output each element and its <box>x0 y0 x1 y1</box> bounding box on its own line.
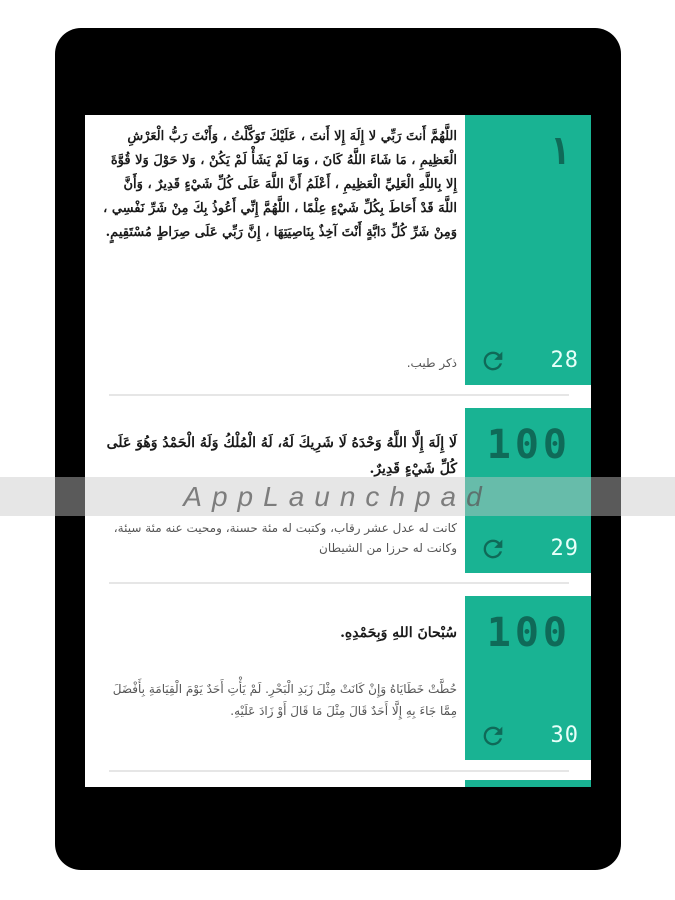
virtue-text: ذكر طيب. <box>406 356 457 370</box>
zikr-number: 28 <box>550 348 579 373</box>
watermark-text: AppLaunchpad <box>183 481 492 512</box>
zikr-card <box>85 596 591 774</box>
count-display: 100 <box>486 610 571 656</box>
card-divider <box>109 394 569 396</box>
counter-button[interactable] <box>465 596 591 760</box>
counter-button[interactable] <box>465 115 591 385</box>
card-divider <box>109 582 569 584</box>
virtue-text: حُطَّتْ خَطَايَاهُ وَإِنْ كَانَتْ مِثْلَ زَبَدِ الْبَحْرِ. لَمْ يَأْتِ أَحَدٌ يَوْمَ الْقِيَامَةِ بِأَفْضَلَ مِمَّا جَاءَ بِهِ إِلَّا أَحَدٌ قَالَ مِثْلَ مَا قَالَ أَوْ زَادَ عَلَيْهِ. <box>112 682 457 718</box>
zikr-card <box>85 115 591 395</box>
reset-icon[interactable] <box>479 722 507 750</box>
zikr-number: 29 <box>550 536 579 561</box>
watermark-band <box>0 477 675 516</box>
virtue-text: كانت له عدل عشر رقاب، وكتبت له مئة حسنة، ومحيت عنه مئة سيئة، وكانت له حرزا من الشيطان <box>113 521 457 555</box>
zikr-text: لَا إِلَهَ إِلَّا اللَّهُ وَحْدَهُ لَا شَرِيكَ لَهُ، لَهُ الْمُلْكُ وَلَهُ الْحَمْدُ وَهُوَ عَلَى كُلِّ شَيْءٍ قَدِيرٌ. <box>106 435 457 477</box>
zikr-text: اللَّهُمَّ أَنتَ رَبِّي لا إِلَهَ إِلا أَنتَ ، عَلَيْكَ تَوَكَّلْتُ ، وَأَنْتَ رَبُّ الْعَرْشِ الْعَظِيمِ ، مَا شَاءَ اللَّهُ كَانَ ، وَمَا لَمْ يَشَأْ لَمْ يَكُنْ ، وَلا حَوْلَ وَلا قُوَّةَ إِلا بِاللَّهِ الْعَلِيِّ الْعَظِيمِ ، أَعْلَمُ أَنَّ اللَّهَ عَلَى كُلِّ شَيْءٍ قَدِيرٌ ، وَأَنَّ اللَّهَ قَدْ أَحَاطَ بِكُلِّ شَيْءٍ عِلْمًا ، اللَّهُمَّ إِنِّي أَعُوذُ بِكَ مِنْ شَرِّ نَفْسِي ، وَمِنْ شَرِّ كُلِّ دَابَّةٍ أَنْتَ آخِذٌ بِنَاصِيَتِهَا ، إِنَّ رَبِّي عَلَى صِرَاطٍ مُسْتَقِيمٍ. <box>103 129 457 240</box>
count-display: ١ <box>548 129 571 173</box>
reset-icon[interactable] <box>479 347 507 375</box>
card-divider <box>109 770 569 772</box>
zikr-number: 30 <box>550 723 579 748</box>
zikr-text: سُبْحانَ اللهِ وَبِحَمْدِهِ. <box>340 625 457 641</box>
screen <box>85 115 591 787</box>
next-counter-partial <box>465 780 591 787</box>
reset-icon[interactable] <box>479 535 507 563</box>
count-display: 100 <box>486 422 571 468</box>
